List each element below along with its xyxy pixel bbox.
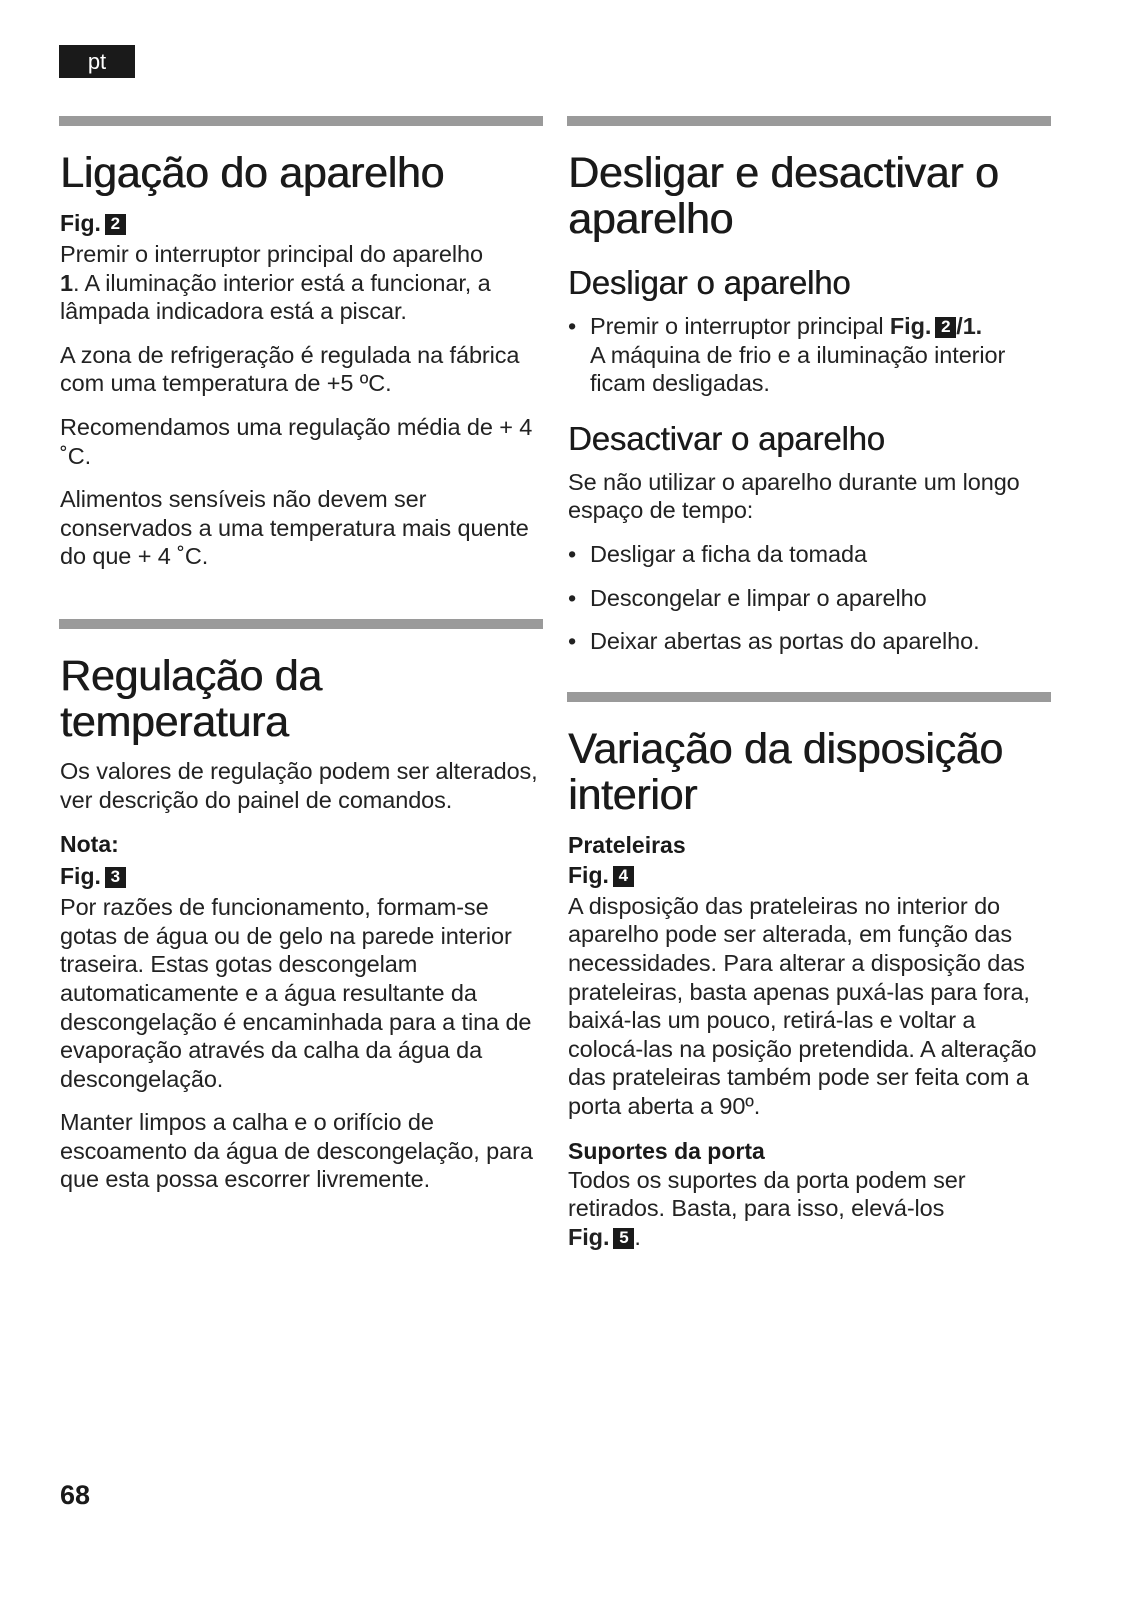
figure-label: Fig. [568,861,609,888]
figure-ref-suffix: /1. [956,313,983,339]
paragraph-text: Premir o interruptor principal do aparelho [60,241,483,267]
figure-label: Fig. [889,313,932,339]
list-item-text: Descongelar e limpar o aparelho [590,584,927,611]
paragraph [60,240,543,326]
page-number: 68 [60,1480,91,1510]
bullet-icon: • [568,540,577,567]
right-column [568,116,1051,1266]
paragraph-text: . A iluminação interior está a funcionar, a lâmpada indicadora está a piscar. [60,269,491,325]
note-label: Nota: [60,831,119,858]
section-rule [59,116,543,126]
section-interior [568,692,1051,1252]
list-item [568,312,1051,398]
paragraph: Recomendamos uma regulação média de + 4 ˚C. [60,413,533,469]
paragraph: Alimentos sensíveis não devem ser conservados a uma temperatura mais quente do que + 4 ˚C. [60,486,529,570]
figure-reference [568,860,1051,890]
list-item-text: Desligar a ficha da tomada [590,540,867,567]
language-tab: pt [59,45,135,78]
figure-label: Fig. [568,1223,610,1250]
figure-number-badge: 4 [613,866,634,887]
subheading-door-shelves: Suportes da porta [568,1137,765,1164]
section-title: Variação da disposição interior [568,724,1003,819]
paragraph: Por razões de funcionamento, formam-se gotas de água ou de gelo na parede interior traseira. Estas gotas descongelam automaticamente e a água resultante da descongelação é encaminhada para a tina de evaporação através da calha da água da descongelação. [60,894,532,1092]
figure-label: Fig. [60,863,101,890]
list-item-text: Deixar abertas as portas do aparelho. [590,628,980,655]
paragraph [568,1166,1051,1252]
paragraph: Manter limpos a calha e o orifício de escoamento da água de descongelação, para que esta possa escorrer livremente. [60,1109,533,1193]
section-title: Regulação da temperatura [60,651,322,746]
paragraph: Os valores de regulação podem ser alterados, ver descrição do painel de comandos. [60,757,538,813]
list-item-text: Premir o interruptor principal [590,313,890,339]
section-rule [567,116,1051,126]
bullet-list [568,540,1051,656]
list-item-text: A máquina de frio e a iluminação interior ficam desligadas. [590,341,1006,397]
paragraph: A disposição das prateleiras no interior do aparelho pode ser alterada, em função das necessidades. Para alterar a disposição das prateleiras, basta apenas puxá-las para fora, baixá-las um pouco, retirá-las e voltar a colocá-las na posição pretendida. A alteração das prateleiras também pode ser feita com a porta aberta a 90º. [568,892,1037,1119]
subsection-title: Desactivar o aparelho [568,419,885,457]
subheading-shelves: Prateleiras [568,831,686,858]
figure-number-badge: 5 [613,1228,634,1249]
figure-number-badge: 2 [935,317,956,338]
switch-ref: 1 [60,269,73,296]
section-switch-off [568,116,1051,656]
paragraph: Se não utilizar o aparelho durante um longo espaço de tempo: [568,468,1020,524]
section-title: Ligação do aparelho [60,149,445,197]
bullet-icon: • [568,584,577,611]
figure-label: Fig. [60,210,101,236]
list-item [568,584,1051,613]
paragraph: A zona de refrigeração é regulada na fábrica com uma temperatura de +5 ºC. [60,341,520,397]
section-connection [60,116,543,571]
section-rule [567,692,1051,702]
figure-number-badge: 2 [105,214,126,235]
subsection-title: Desligar o aparelho [568,264,851,301]
bullet-icon: • [568,313,577,339]
list-item [568,540,1051,569]
section-temperature [60,619,543,1194]
section-title: Desligar e desactivar o aparelho [568,149,999,243]
bullet-icon: • [568,628,577,655]
list-item [568,627,1051,656]
section-rule [59,619,543,629]
paragraph-text: . [634,1223,641,1250]
paragraph-text: Todos os suportes da porta podem ser retirados. Basta, para isso, elevá-los [568,1166,966,1222]
figure-reference [60,861,543,891]
figure-number-badge: 3 [105,867,126,888]
figure-reference [60,208,543,238]
left-column [60,116,543,1209]
bullet-list [568,312,1051,398]
